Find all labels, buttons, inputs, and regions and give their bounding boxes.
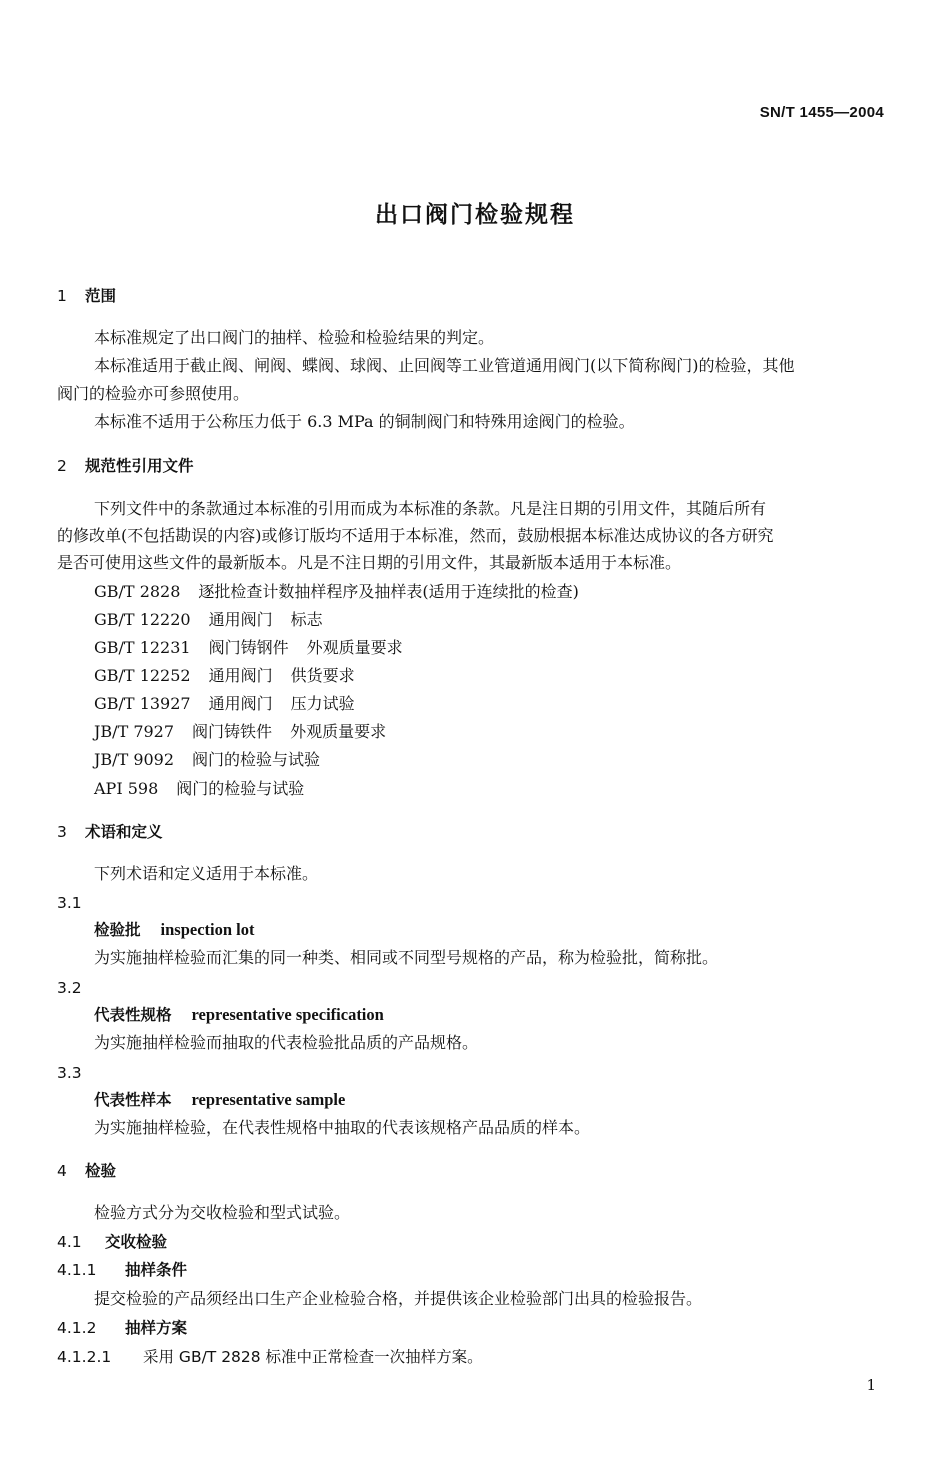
paragraph-continuation: 阀门的检验亦可参照使用。 (57, 384, 250, 403)
reference-item (94, 721, 386, 743)
document-title: 出口阀门检验规程 (375, 202, 575, 228)
clause-text: 采用 GB/T 2828 标准中正常检查一次抽样方案。 (143, 1348, 483, 1366)
reference-subtitle: 外观质量要求 (306, 638, 403, 657)
term-zh: 代表性样本 (94, 1091, 172, 1109)
reference-title: 通用阀门 (208, 666, 273, 685)
term-number: 3.3 (57, 1064, 82, 1082)
reference-item (94, 693, 355, 715)
section-title: 术语和定义 (85, 823, 163, 841)
term-definition: 为实施抽样检验，在代表性规格中抽取的代表该规格产品品质的样本。 (94, 1118, 591, 1137)
standard-code: SN/T 1455—2004 (759, 104, 884, 121)
reference-subtitle: 外观质量要求 (290, 722, 387, 741)
reference-title: 逐批检查计数抽样程序及抽样表(适用于连续批的检查) (198, 582, 579, 601)
term-number: 3.2 (57, 979, 82, 997)
term-en: representative sample (191, 1090, 346, 1109)
subsection-heading (57, 1231, 167, 1253)
reference-title: 通用阀门 (208, 610, 273, 629)
reference-code: GB/T 12231 (94, 638, 191, 657)
reference-item (94, 609, 323, 631)
reference-subtitle: 压力试验 (290, 694, 355, 713)
paragraph-continuation: 的修改单(不包括勘误的内容)或修订版均不适用于本标准，然而，鼓励根据本标准达成协议的各方研究 (57, 526, 774, 545)
paragraph: 下列文件中的条款通过本标准的引用而成为本标准的条款。凡是注日期的引用文件，其随后所有 (94, 499, 767, 518)
subsection-title: 抽样条件 (125, 1261, 188, 1279)
section-number: 4 (57, 1162, 67, 1180)
section-title: 规范性引用文件 (85, 457, 194, 475)
paragraph: 检验方式分为交收检验和型式试验。 (94, 1203, 351, 1222)
section-number: 3 (57, 823, 67, 841)
paragraph: 本标准规定了出口阀门的抽样、检验和检验结果的判定。 (94, 328, 495, 347)
paragraph: 本标准适用于截止阀、闸阀、蝶阀、球阀、止回阀等工业管道通用阀门(以下简称阀门)的检验，其他 (94, 356, 795, 375)
term-number: 3.1 (57, 894, 82, 912)
section-1-heading (57, 285, 116, 307)
reference-item (94, 637, 403, 659)
term-definition: 为实施抽样检验而抽取的代表检验批品质的产品规格。 (94, 1033, 479, 1052)
reference-code: JB/T 9092 (94, 750, 175, 769)
term-entry (94, 1004, 384, 1026)
section-number: 1 (57, 287, 67, 305)
reference-title: 通用阀门 (208, 694, 273, 713)
term-zh: 检验批 (94, 921, 141, 939)
reference-code: JB/T 7927 (94, 722, 175, 741)
reference-item (94, 581, 597, 603)
term-entry (94, 1089, 345, 1111)
term-en: inspection lot (160, 920, 255, 939)
reference-item (94, 749, 338, 771)
term-entry (94, 919, 254, 941)
section-title: 检验 (85, 1162, 117, 1180)
clause (57, 1346, 483, 1368)
section-title: 范围 (85, 287, 117, 305)
paragraph: 本标准不适用于公称压力低于 6.3 MPa 的铜制阀门和特殊用途阀门的检验。 (94, 412, 635, 431)
subsection-number: 4.1.1 (57, 1261, 97, 1279)
subsection-heading (57, 1317, 187, 1339)
section-3-heading (57, 821, 163, 843)
subsection-title: 交收检验 (105, 1233, 168, 1251)
subsection-number: 4.1 (57, 1233, 82, 1251)
reference-code: GB/T 12220 (94, 610, 191, 629)
term-zh: 代表性规格 (94, 1006, 172, 1024)
reference-item (94, 778, 322, 800)
reference-title: 阀门的检验与试验 (192, 750, 321, 769)
paragraph-continuation: 是否可使用这些文件的最新版本。凡是不注日期的引用文件，其最新版本适用于本标准。 (57, 553, 682, 572)
subsection-title: 抽样方案 (125, 1319, 188, 1337)
reference-code: GB/T 2828 (94, 582, 181, 601)
reference-subtitle: 标志 (290, 610, 323, 629)
reference-item (94, 665, 355, 687)
subsection-number: 4.1.2 (57, 1319, 97, 1337)
reference-title: 阀门铸铁件 (192, 722, 273, 741)
section-number: 2 (57, 457, 67, 475)
reference-code: GB/T 13927 (94, 694, 191, 713)
reference-code: API 598 (94, 779, 159, 798)
clause-number: 4.1.2.1 (57, 1348, 112, 1366)
reference-title: 阀门铸钢件 (208, 638, 289, 657)
section-4-heading (57, 1160, 116, 1182)
term-definition: 为实施抽样检验而汇集的同一种类、相同或不同型号规格的产品，称为检验批，简称批。 (94, 948, 719, 967)
paragraph: 下列术语和定义适用于本标准。 (94, 864, 319, 883)
subsection-heading (57, 1259, 187, 1281)
page-number: 1 (866, 1376, 876, 1394)
term-en: representative specification (191, 1005, 384, 1024)
reference-title: 阀门的检验与试验 (176, 779, 305, 798)
section-2-heading (57, 455, 194, 477)
reference-subtitle: 供货要求 (290, 666, 355, 685)
reference-code: GB/T 12252 (94, 666, 191, 685)
paragraph: 提交检验的产品须经出口生产企业检验合格，并提供该企业检验部门出具的检验报告。 (94, 1289, 703, 1308)
